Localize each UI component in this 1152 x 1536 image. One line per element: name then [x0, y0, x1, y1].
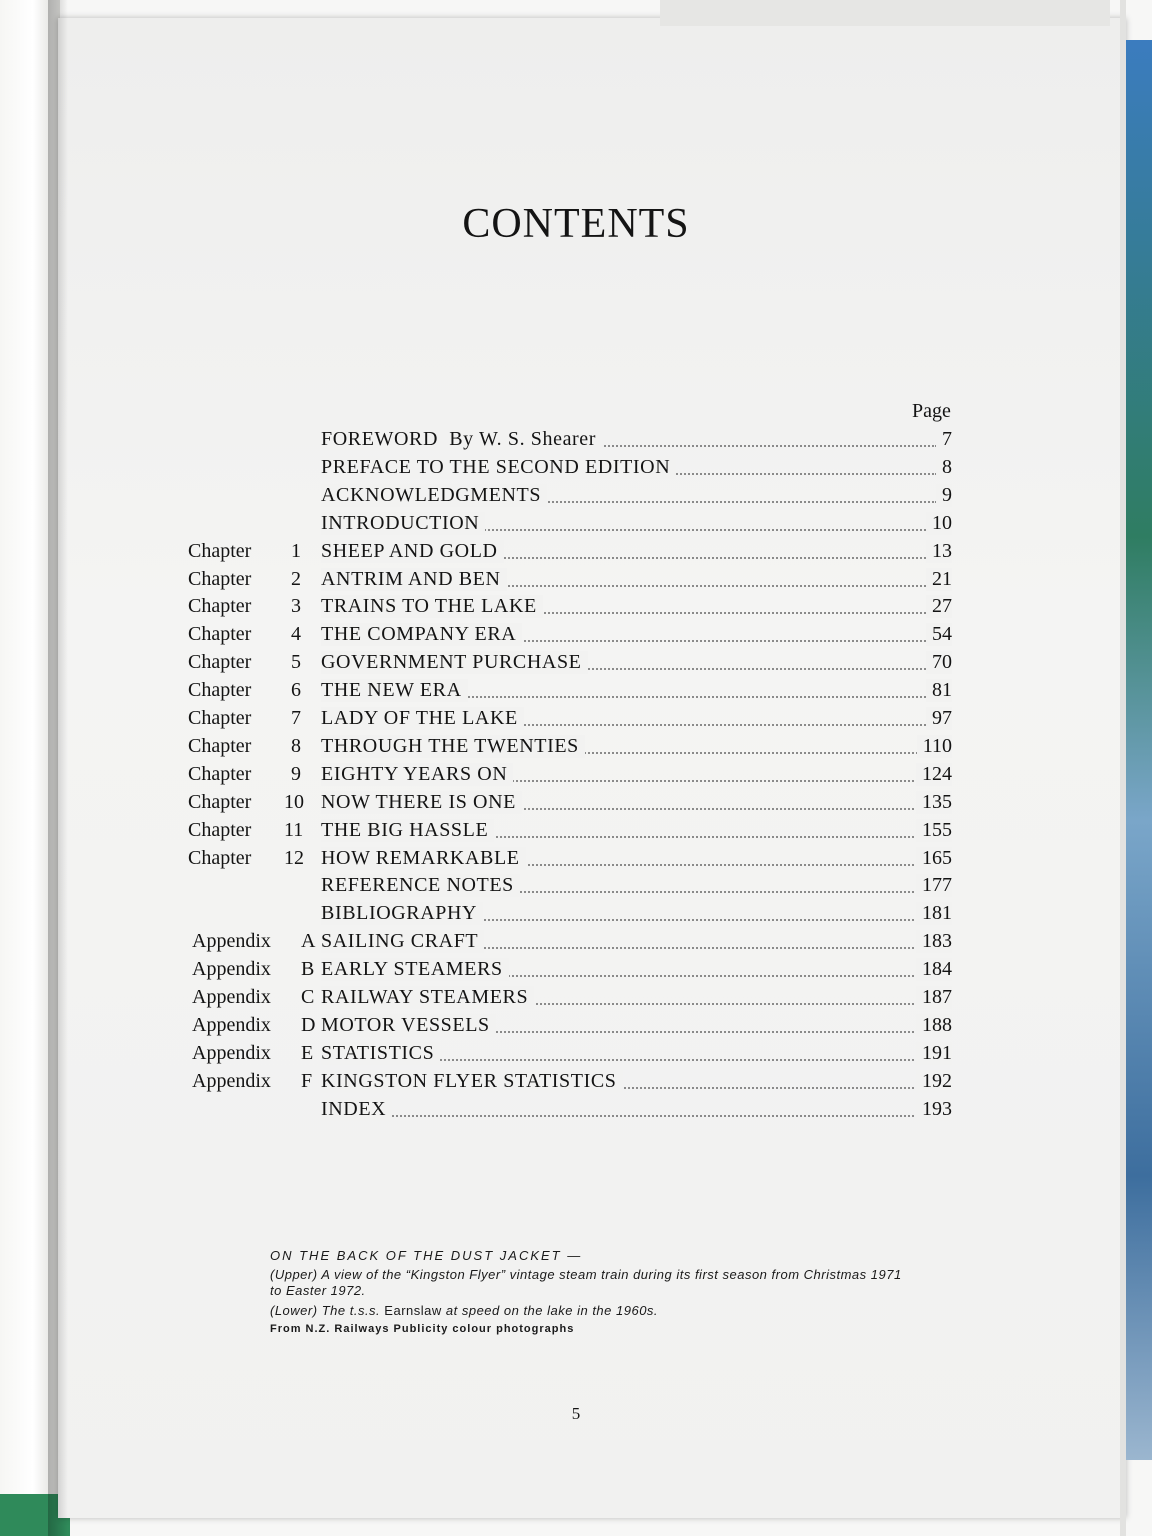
contents-label: Appendix	[192, 986, 271, 1008]
contents-label: Chapter	[188, 790, 252, 813]
contents-row	[0, 623, 1152, 651]
contents-number: 11	[284, 818, 304, 841]
contents-row	[0, 930, 1152, 958]
contents-entry-title: REFERENCE NOTES	[321, 874, 520, 897]
contents-number: 5	[291, 651, 301, 674]
contents-entry-title: RAILWAY STEAMERS	[321, 986, 534, 1009]
contents-number: A	[301, 930, 316, 953]
contents-row	[0, 679, 1152, 707]
contents-number: 4	[291, 623, 301, 646]
contents-page-number: 187	[916, 986, 952, 1009]
contents-number: 1	[291, 539, 301, 562]
contents-label: Chapter	[188, 679, 252, 702]
notes-lower-ship: Earnslaw	[384, 1303, 442, 1318]
contents-label: Chapter	[188, 567, 252, 590]
contents-page-number: 9	[936, 484, 952, 507]
contents-entry-title: EIGHTY YEARS ON	[321, 763, 513, 786]
contents-entry-title: THE NEW ERA	[321, 679, 468, 702]
contents-row	[0, 902, 1152, 930]
contents-row	[0, 540, 1152, 568]
contents-row	[0, 651, 1152, 679]
notes-upper-text: A view of the “Kingston Flyer” vintage steam train during its first season from Christmas 1971 to Easter 1972.	[270, 1267, 902, 1298]
contents-entry-title: STATISTICS	[321, 1042, 440, 1065]
contents-row	[0, 484, 1152, 512]
contents-number: B	[301, 958, 315, 981]
notes-upper-prefix: (Upper)	[270, 1267, 318, 1282]
contents-number: F	[301, 1069, 313, 1092]
contents-entry-title: LADY OF THE LAKE	[321, 707, 524, 730]
notes-upper	[270, 1267, 910, 1299]
contents-entry-title: THE COMPANY ERA	[321, 623, 522, 646]
contents-entry-title: PREFACE TO THE SECOND EDITION	[321, 456, 676, 479]
contents-row	[0, 986, 1152, 1014]
contents-row	[0, 1098, 1152, 1126]
contents-label: Chapter	[188, 846, 252, 869]
contents-number: 6	[291, 679, 301, 702]
contents-label: Appendix	[192, 1013, 271, 1036]
contents-page-number: 7	[936, 428, 952, 451]
contents-page-number: 188	[916, 1014, 952, 1037]
contents-row	[0, 707, 1152, 735]
contents-entry-title: HOW REMARKABLE	[321, 847, 526, 870]
contents-entry-title: INDEX	[321, 1098, 392, 1121]
contents-label: Chapter	[188, 595, 252, 618]
contents-row	[0, 456, 1152, 484]
notes-lower	[270, 1303, 910, 1319]
contents-page-number: 192	[916, 1070, 952, 1093]
contents-page-number: 8	[936, 456, 952, 479]
contents-number: 3	[291, 595, 301, 618]
contents-number: 2	[291, 567, 301, 590]
contents-entry-title: ACKNOWLEDGMENTS	[321, 484, 547, 507]
contents-entry-title: KINGSTON FLYER STATISTICS	[321, 1070, 623, 1093]
dust-jacket-notes	[270, 1248, 910, 1335]
contents-page-number: 177	[916, 874, 952, 897]
contents-page-number: 110	[917, 735, 952, 758]
contents-page-number: 27	[926, 595, 952, 618]
contents-row	[0, 1042, 1152, 1070]
leader-dots	[321, 1113, 937, 1117]
notes-lower-text-b: at speed on the lake in the 1960s.	[445, 1303, 659, 1318]
contents-entry-title: FOREWORD By W. S. Shearer	[321, 428, 602, 451]
contents-row	[0, 735, 1152, 763]
contents-entry-title: SHEEP AND GOLD	[321, 540, 504, 563]
contents-page-number: 70	[926, 651, 952, 674]
contents-entry-title: THE BIG HASSLE	[321, 819, 494, 842]
contents-label: Chapter	[188, 734, 252, 757]
contents-label: Chapter	[188, 539, 252, 562]
contents-page-number: 191	[916, 1042, 952, 1065]
contents-entry-title: EARLY STEAMERS	[321, 958, 509, 981]
contents-page-number: 124	[916, 763, 952, 786]
contents-row	[0, 1070, 1152, 1098]
contents-number: 8	[291, 734, 301, 757]
contents-entry-title: SAILING CRAFT	[321, 930, 484, 953]
contents-entry-title: THROUGH THE TWENTIES	[321, 735, 585, 758]
page-top-flap	[660, 0, 1110, 26]
contents-row	[0, 763, 1152, 791]
contents-page-number: 54	[926, 623, 952, 646]
contents-number: 10	[284, 790, 304, 813]
contents-label: Chapter	[188, 818, 252, 841]
page-number: 5	[571, 1404, 581, 1423]
notes-credit: From N.Z. Railways Publicity colour photographs	[270, 1323, 575, 1335]
notes-lower-prefix: (Lower)	[270, 1303, 318, 1318]
contents-label: Appendix	[192, 958, 271, 981]
contents-entry-title: GOVERNMENT PURCHASE	[321, 651, 588, 674]
contents-page-number: 21	[926, 568, 952, 591]
notes-heading: ON THE BACK OF THE DUST JACKET —	[270, 1248, 583, 1263]
contents-row	[0, 512, 1152, 540]
contents-page-number: 81	[926, 679, 952, 702]
page-column-heading: Page	[912, 400, 951, 422]
contents-number: 12	[284, 846, 304, 869]
contents-row	[0, 819, 1152, 847]
contents-page-number: 165	[916, 847, 952, 870]
contents-row	[0, 791, 1152, 819]
contents-label: Appendix	[192, 930, 271, 953]
contents-page-number: 181	[916, 902, 952, 925]
contents-label: Appendix	[192, 1041, 271, 1064]
notes-lower-text-a: The t.s.s.	[321, 1303, 381, 1318]
contents-page-number: 184	[916, 958, 952, 981]
contents-label: Chapter	[188, 762, 252, 785]
contents-label: Appendix	[192, 1069, 271, 1092]
contents-entry-title: MOTOR VESSELS	[321, 1014, 496, 1037]
contents-entry-title: NOW THERE IS ONE	[321, 791, 522, 814]
contents-page-number: 10	[926, 512, 952, 535]
contents-label: Chapter	[188, 707, 252, 729]
contents-row	[0, 568, 1152, 596]
contents-number: 7	[291, 707, 301, 729]
contents-entry-title: BIBLIOGRAPHY	[321, 902, 483, 925]
contents-row	[0, 958, 1152, 986]
contents-number: E	[301, 1041, 314, 1064]
contents-number: D	[301, 1013, 316, 1036]
contents-row	[0, 428, 1152, 456]
contents-label: Chapter	[188, 651, 252, 674]
contents-entry-title: ANTRIM AND BEN	[321, 568, 507, 591]
page-title: CONTENTS	[462, 201, 690, 247]
contents-page-number: 13	[926, 540, 952, 563]
contents-number: C	[301, 986, 315, 1008]
contents-page-number: 97	[926, 707, 952, 730]
contents-number: 9	[291, 762, 301, 785]
contents-page-number: 183	[916, 930, 952, 953]
contents-row	[0, 847, 1152, 875]
contents-page-number: 155	[916, 819, 952, 842]
contents-entry-title: INTRODUCTION	[321, 512, 485, 535]
contents-entry-title: TRAINS TO THE LAKE	[321, 595, 543, 618]
contents-label: Chapter	[188, 623, 252, 646]
contents-row	[0, 595, 1152, 623]
contents-page-number: 135	[916, 791, 952, 814]
contents-row	[0, 874, 1152, 902]
contents-page-number: 193	[916, 1098, 952, 1121]
contents-row	[0, 1014, 1152, 1042]
